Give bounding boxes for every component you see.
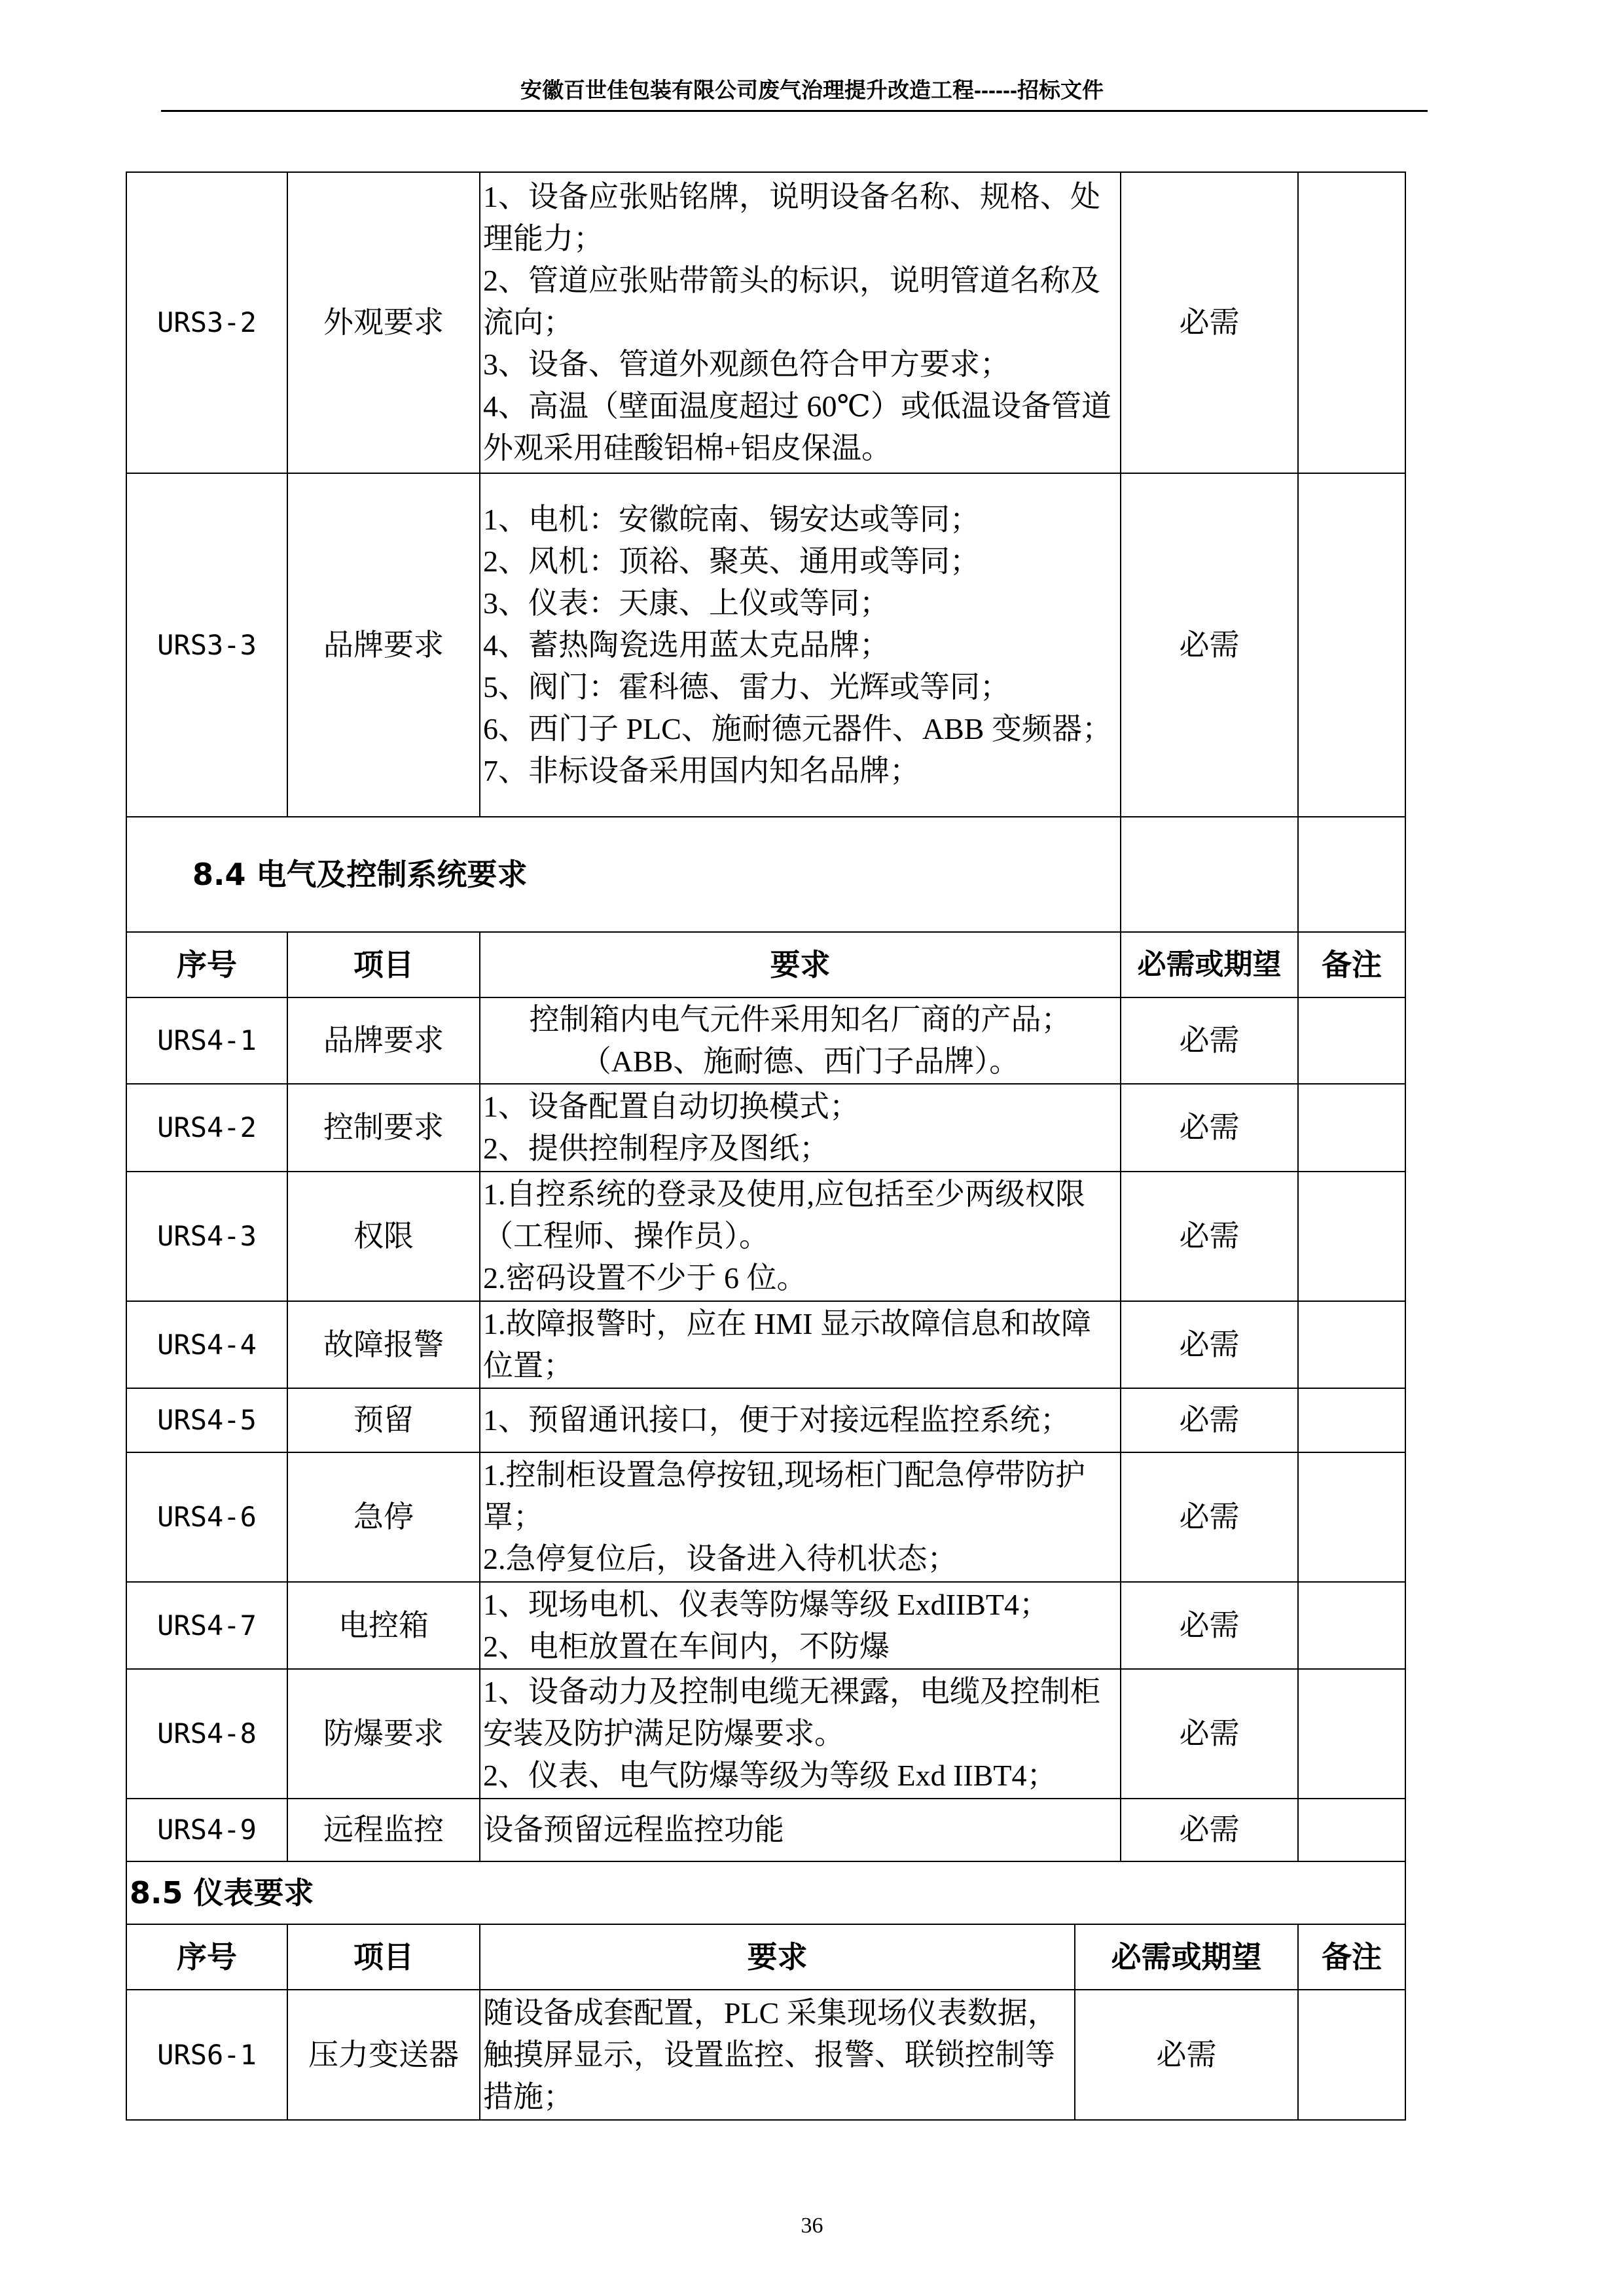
page-number: 36 [801, 2214, 823, 2238]
row-requirement [480, 1990, 1075, 2120]
header-requirement: 要求 [480, 1924, 1075, 1990]
header-requirement: 要求 [480, 932, 1121, 997]
row-id: URS6-1 [126, 1990, 287, 2120]
requirement-line: 6、西门子 PLC、施耐德元器件、ABB 变频器； [483, 711, 1112, 745]
header-note: 备注 [1298, 1924, 1405, 1990]
header-note: 备注 [1298, 932, 1405, 997]
requirement-line: 控制箱内电气元件采用知名厂商的产品； [529, 1003, 1072, 1036]
header-id: 序号 [126, 932, 287, 997]
requirement-line: 1.故障报警时，应在 HMI 显示故障信息和故障位置； [483, 1306, 1091, 1382]
section-row [126, 1861, 1405, 1924]
section-empty-cell [1298, 817, 1405, 932]
header-rule [161, 110, 1428, 112]
table-row [126, 172, 1405, 473]
row-need: 必需 [1121, 1301, 1298, 1388]
requirement-line: 1.控制柜设置急停按钮,现场柜门配急停带防护罩； [483, 1458, 1085, 1534]
row-id: URS4-4 [126, 1301, 287, 1388]
requirement-line: 2.急停复位后，设备进入待机状态； [483, 1542, 958, 1575]
header-need: 必需或期望 [1075, 1924, 1298, 1990]
table-row [126, 997, 1405, 1084]
requirement-line: 2.密码设置不少于 6 位。 [483, 1261, 807, 1295]
row-note [1298, 1990, 1405, 2120]
row-item: 权限 [287, 1172, 480, 1301]
row-requirement [480, 1452, 1121, 1582]
requirement-line: 4、高温（壁面温度超过 60℃）或低温设备管道外观采用硅酸铝棉+铝皮保温。 [483, 389, 1111, 465]
row-id: URS4-3 [126, 1172, 287, 1301]
requirement-line: 1、设备动力及控制电缆无裸露，电缆及控制柜安装及防护满足防爆要求。 [483, 1675, 1100, 1750]
requirement-line: 5、阀门：霍科德、雷力、光辉或等同； [483, 670, 1010, 704]
requirement-line: 7、非标设备采用国内知名品牌； [483, 753, 920, 787]
requirement-line: 1、设备配置自动切换模式； [483, 1090, 859, 1123]
section-title-8-5: 8.5 仪表要求 [126, 1861, 1405, 1924]
requirement-line: 1、设备应张贴铭牌，说明设备名称、规格、处理能力； [483, 180, 1100, 255]
table-row [126, 1452, 1405, 1582]
row-item: 控制要求 [287, 1084, 480, 1172]
table-row [126, 1084, 1405, 1172]
table-header-row [126, 1924, 1405, 1990]
row-note [1298, 1669, 1405, 1799]
row-id: URS4-1 [126, 997, 287, 1084]
requirement-line: 3、仪表：天康、上仪或等同； [483, 586, 890, 620]
requirements-table-instruments [126, 1861, 1406, 2121]
section-row [126, 817, 1405, 932]
header-item: 项目 [287, 932, 480, 997]
header-id: 序号 [126, 1924, 287, 1990]
row-need: 必需 [1121, 997, 1298, 1084]
row-id: URS4-7 [126, 1582, 287, 1669]
header-need: 必需或期望 [1121, 932, 1298, 997]
requirement-line: 1、现场电机、仪表等防爆等级 ExdIIBT4； [483, 1587, 1050, 1621]
row-requirement [480, 1172, 1121, 1301]
section-empty-cell [1121, 817, 1298, 932]
row-need: 必需 [1075, 1990, 1298, 2120]
header-item: 项目 [287, 1924, 480, 1990]
requirement-line: 1.自控系统的登录及使用,应包括至少两级权限（工程师、操作员）。 [483, 1177, 1085, 1253]
row-need: 必需 [1121, 1582, 1298, 1669]
row-need: 必需 [1121, 1084, 1298, 1172]
row-id: URS4-2 [126, 1084, 287, 1172]
row-item: 电控箱 [287, 1582, 480, 1669]
row-note [1298, 1799, 1405, 1861]
row-note [1298, 1582, 1405, 1669]
row-item: 急停 [287, 1452, 480, 1582]
row-item: 品牌要求 [287, 473, 480, 817]
row-note [1298, 473, 1405, 817]
row-item: 故障报警 [287, 1301, 480, 1388]
table-header-row [126, 932, 1405, 997]
requirement-line: 4、蓄热陶瓷选用蓝太克品牌； [483, 628, 890, 662]
table-row [126, 1582, 1405, 1669]
row-need: 必需 [1121, 1388, 1298, 1452]
row-requirement [480, 172, 1121, 473]
row-id: URS3-2 [126, 172, 287, 473]
row-item: 压力变送器 [287, 1990, 480, 2120]
row-requirement [480, 1388, 1121, 1452]
row-requirement [480, 997, 1121, 1084]
row-note [1298, 1301, 1405, 1388]
table-row [126, 1172, 1405, 1301]
row-id: URS3-3 [126, 473, 287, 817]
row-item: 品牌要求 [287, 997, 480, 1084]
section-title-8-4: 8.4 电气及控制系统要求 [126, 817, 1121, 932]
table-row [126, 1388, 1405, 1452]
row-need: 必需 [1121, 1799, 1298, 1861]
table-row [126, 1301, 1405, 1388]
row-note [1298, 172, 1405, 473]
requirement-line: 1、电机：安徽皖南、锡安达或等同； [483, 502, 980, 536]
row-note [1298, 1388, 1405, 1452]
row-requirement [480, 1582, 1121, 1669]
requirement-line: 2、电柜放置在车间内，不防爆 [483, 1629, 890, 1663]
row-id: URS4-6 [126, 1452, 287, 1582]
requirement-line: （ABB、施耐德、西门子品牌）。 [581, 1045, 1020, 1078]
row-need: 必需 [1121, 172, 1298, 473]
row-item: 防爆要求 [287, 1669, 480, 1799]
row-note [1298, 997, 1405, 1084]
table-row [126, 1669, 1405, 1799]
table-row [126, 1799, 1405, 1861]
requirement-line: 2、仪表、电气防爆等级为等级 Exd IIBT4； [483, 1759, 1057, 1792]
row-note [1298, 1172, 1405, 1301]
row-item: 远程监控 [287, 1799, 480, 1861]
requirement-line: 3、设备、管道外观颜色符合甲方要求； [483, 348, 1010, 381]
row-need: 必需 [1121, 1172, 1298, 1301]
row-requirement [480, 1301, 1121, 1388]
row-requirement [480, 1799, 1121, 1861]
row-id: URS4-5 [126, 1388, 287, 1452]
row-note [1298, 1452, 1405, 1582]
row-requirement [480, 1669, 1121, 1799]
document-header-title: 安徽百世佳包装有限公司废气治理提升改造工程------招标文件 [520, 78, 1104, 102]
requirements-table-electrical [126, 171, 1406, 1862]
requirement-line: 2、管道应张贴带箭头的标识，说明管道名称及流向； [483, 264, 1100, 339]
row-note [1298, 1084, 1405, 1172]
row-need: 必需 [1121, 1669, 1298, 1799]
row-id: URS4-9 [126, 1799, 287, 1861]
requirement-line: 2、提供控制程序及图纸； [483, 1132, 829, 1165]
requirement-line: 设备预留远程监控功能 [483, 1813, 784, 1846]
row-requirement [480, 473, 1121, 817]
row-need: 必需 [1121, 473, 1298, 817]
row-item: 预留 [287, 1388, 480, 1452]
row-requirement [480, 1084, 1121, 1172]
row-item: 外观要求 [287, 172, 480, 473]
row-id: URS4-8 [126, 1669, 287, 1799]
requirement-line: 随设备成套配置，PLC 采集现场仪表数据，触摸屏显示，设置监控、报警、联锁控制等措施； [483, 1996, 1058, 2113]
requirement-line: 1、预留通讯接口，便于对接远程监控系统； [483, 1403, 1070, 1437]
table-row [126, 1990, 1405, 2120]
row-need: 必需 [1121, 1452, 1298, 1582]
table-row [126, 473, 1405, 817]
requirement-line: 2、风机：顶裕、聚英、通用或等同； [483, 544, 980, 578]
